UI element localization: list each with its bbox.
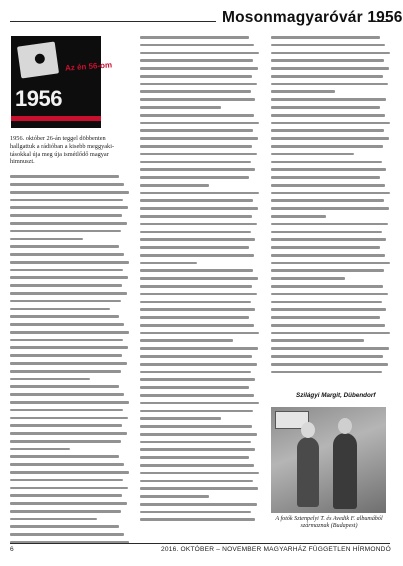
text-line (271, 114, 385, 117)
text-line (10, 370, 121, 373)
text-line (140, 184, 209, 187)
text-line (271, 269, 384, 272)
text-line (10, 331, 129, 334)
text-line (10, 362, 127, 365)
text-line (140, 67, 258, 70)
text-line (10, 448, 70, 451)
text-line (10, 432, 127, 435)
text-line (271, 98, 386, 101)
text-line (271, 83, 388, 86)
text-line (271, 192, 390, 195)
text-line (140, 347, 258, 350)
text-line (140, 511, 251, 514)
text-line (271, 339, 364, 342)
text-line (10, 245, 119, 248)
text-line (10, 471, 129, 474)
text-line (140, 410, 253, 413)
text-line (271, 293, 388, 296)
text-line (140, 75, 252, 78)
text-line (271, 145, 383, 148)
text-line (140, 487, 258, 490)
text-column-2 (140, 36, 259, 526)
text-line (271, 199, 384, 202)
text-line (10, 417, 128, 420)
text-line (271, 308, 386, 311)
text-line (140, 402, 259, 405)
header-rule-left (10, 21, 216, 22)
text-line (10, 424, 122, 427)
text-line (10, 300, 121, 303)
text-line (140, 145, 252, 148)
text-line (140, 339, 233, 342)
logo-year: 1956 (15, 86, 62, 111)
text-line (140, 386, 249, 389)
text-line (10, 393, 124, 396)
text-line (271, 153, 354, 156)
text-line (140, 129, 253, 132)
flag-icon (17, 42, 59, 79)
text-line (271, 75, 383, 78)
text-line (140, 90, 251, 93)
text-line (271, 277, 345, 280)
text-line (271, 207, 389, 210)
text-line (10, 510, 121, 513)
body-text-line: tásokkal úja meg úja ismétlődő magyar (10, 150, 109, 158)
text-column-1 (10, 135, 129, 549)
text-line (271, 122, 390, 125)
text-line (140, 254, 254, 257)
body-text-line: himnuszt. (10, 158, 35, 166)
text-line (140, 106, 221, 109)
text-line (10, 206, 128, 209)
text-line (10, 269, 123, 272)
text-line (10, 276, 128, 279)
text-line (271, 176, 380, 179)
text-line (10, 385, 119, 388)
text-line (271, 238, 386, 241)
text-line (10, 339, 123, 342)
text-line (10, 199, 123, 202)
text-line (271, 332, 390, 335)
text-line (140, 394, 254, 397)
text-line (140, 441, 251, 444)
text-line (10, 502, 127, 505)
text-line (271, 44, 385, 47)
text-line (10, 440, 121, 443)
photo-caption: A fotók Sztenpelyi T. és Avedik F. albumából származnak (Budapest) (275, 516, 383, 530)
text-line (271, 301, 382, 304)
page-title: Mosonmagyaróvár 1956 (222, 9, 403, 26)
text-line (10, 401, 129, 404)
text-line (271, 161, 382, 164)
text-line (140, 363, 257, 366)
text-line (10, 308, 110, 311)
text-line (140, 114, 254, 117)
text-line (10, 261, 129, 264)
body-text-line: hallgattuk a rádióban a kisebb meggyaki- (10, 142, 115, 150)
text-line (271, 254, 385, 257)
text-line (140, 472, 259, 475)
text-line (140, 246, 249, 249)
text-line (140, 262, 197, 265)
text-line (10, 323, 124, 326)
text-line (271, 184, 385, 187)
text-line (10, 175, 119, 178)
text-line (140, 518, 255, 521)
logo-band (11, 116, 101, 121)
text-line (271, 285, 383, 288)
text-line (10, 533, 124, 536)
text-line (140, 269, 253, 272)
text-line (10, 253, 124, 256)
text-column-3 (271, 36, 390, 378)
text-line (140, 199, 253, 202)
text-line (140, 122, 259, 125)
logo-tagline: Az én 56-om (64, 60, 113, 73)
text-line (271, 90, 335, 93)
text-line (140, 59, 253, 62)
text-line (140, 153, 257, 156)
text-line (10, 191, 129, 194)
text-line (140, 207, 258, 210)
text-line (140, 277, 258, 280)
person-figure (297, 437, 319, 507)
text-line (271, 324, 385, 327)
text-line (271, 106, 380, 109)
text-line (271, 231, 382, 234)
text-line (10, 214, 122, 217)
text-line (10, 238, 83, 241)
text-line (10, 487, 128, 490)
author-signature: Szilágyi Margit, Dübendorf (296, 392, 376, 399)
text-line (140, 44, 254, 47)
text-line (140, 371, 251, 374)
text-line (140, 293, 257, 296)
text-line (140, 417, 221, 420)
footer-rule (10, 543, 390, 544)
text-line (140, 495, 209, 498)
text-line (10, 525, 119, 528)
text-line (140, 448, 255, 451)
text-line (140, 137, 258, 140)
text-line (271, 129, 384, 132)
text-line (140, 425, 252, 428)
text-line (271, 52, 390, 55)
text-line (140, 316, 249, 319)
text-line (140, 83, 257, 86)
text-line (271, 363, 388, 366)
issue-line: 2016. OKTÓBER – NOVEMBER MAGYARHÁZ FÜGGETLEN HÍRMONDÓ (161, 546, 391, 553)
text-line (140, 433, 257, 436)
text-line (140, 480, 253, 483)
text-line (10, 230, 121, 233)
text-line (271, 36, 380, 39)
text-line (10, 183, 124, 186)
body-text-line: 1956. október 26-án teggel döbbenten (10, 135, 106, 142)
text-line (140, 301, 251, 304)
text-line (140, 176, 249, 179)
text-line (140, 308, 255, 311)
text-line (140, 52, 259, 55)
text-line (271, 316, 380, 319)
text-line (10, 292, 127, 295)
text-line (271, 246, 380, 249)
text-line (140, 464, 254, 467)
text-line (10, 409, 123, 412)
text-line (10, 463, 124, 466)
text-line (10, 455, 119, 458)
text-line (140, 285, 252, 288)
text-line (140, 98, 255, 101)
text-line (140, 192, 259, 195)
text-line (140, 456, 249, 459)
text-line (140, 161, 251, 164)
text-line (271, 215, 326, 218)
text-line (140, 378, 255, 381)
text-line (140, 238, 255, 241)
text-line (10, 479, 123, 482)
text-line (140, 215, 252, 218)
text-line (10, 354, 122, 357)
text-line (10, 346, 128, 349)
text-line (271, 137, 389, 140)
text-line (271, 262, 390, 265)
text-line (10, 222, 127, 225)
text-line (140, 332, 259, 335)
portrait-photo (271, 407, 386, 513)
text-line (140, 231, 251, 234)
text-line (140, 36, 249, 39)
text-line (10, 378, 90, 381)
text-line (271, 59, 384, 62)
text-line (140, 223, 257, 226)
text-line (271, 168, 386, 171)
person-figure (333, 433, 357, 509)
text-line (10, 284, 122, 287)
text-line (140, 324, 254, 327)
page-number: 6 (10, 546, 14, 553)
text-line (140, 168, 255, 171)
text-line (10, 494, 122, 497)
text-line (271, 67, 389, 70)
text-line (140, 503, 257, 506)
text-line (140, 355, 252, 358)
text-line (271, 347, 389, 350)
text-line (271, 371, 382, 374)
text-line (271, 223, 388, 226)
text-line (10, 518, 97, 521)
text-line (10, 315, 119, 318)
text-line (271, 355, 383, 358)
1956-logo-image (11, 36, 113, 128)
